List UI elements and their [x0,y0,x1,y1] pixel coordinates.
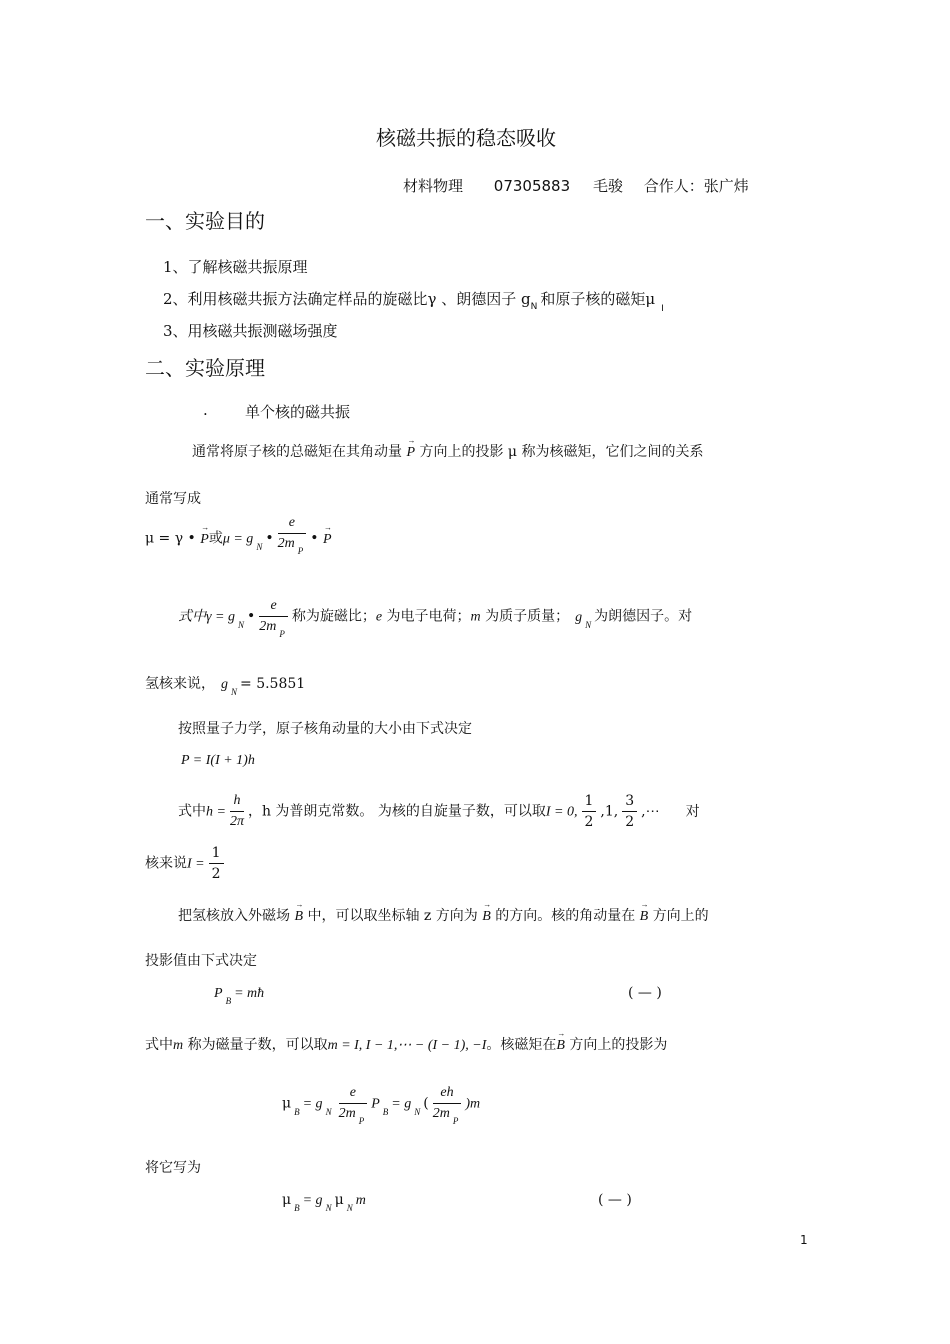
objective-item-2 [163,288,664,314]
p6-fraction: $\frac{1}{2}$ [209,845,224,882]
eq4-fraction-1: $\frac{e}{2m _P}$ [339,1085,368,1122]
eq1-or: 或 [208,530,223,547]
document-title: 核磁共振的稳态吸收 [376,126,556,150]
eq1-P: → P [200,532,209,548]
section1-heading: 一、实验目的 [145,209,265,233]
paragraph-2: 式中γ = g $_N$ • $\frac{e}{2m _P}$ 称为旋磁比；e 为电子电荷；m 为质子质量； g $_N$ 为朗德因子。对 [178,598,693,639]
objective-item-2-sub: N [530,302,538,312]
eq1-sub: N [256,541,263,552]
byline-major: 材料物理 [403,177,464,195]
eq1-mid: μ = g [222,531,254,547]
subheading-bullet: . [203,401,208,419]
p5-fraction-h: $\frac{h}{2\pi}$ [229,793,244,829]
byline-partner: 合作人：张广炜 [643,177,749,195]
p2-pre: 式中γ = g [178,609,235,625]
p1-c: 称为核磁矩，它们之间的关系 [521,444,704,460]
eq1-left: μ = γ • [145,530,201,547]
objective-item-2-text: 2、利用核磁共振方法确定样品的旋磁比γ 、朗德因子 g [163,290,531,308]
objective-item-2-tail: 和原子核的磁矩μ [540,290,656,308]
objective-item-3: 3、用核磁共振测磁场强度 [163,322,338,340]
equation-3: P $_B$ = mħ [214,986,265,1006]
p1-a: 通常将原子核的总磁矩在其角动量 [192,444,402,460]
paragraph-7: 把氢核放入外磁场 → B 中，可以取坐标轴 z 方向为 → B 的方向。核的角动量在 → B 方向上的 [178,905,709,925]
eq4-fraction-2: $\frac{eh}{2m _P}$ [433,1085,462,1122]
objective-item-1: 1、了解核磁共振原理 [163,258,308,276]
byline-student-id: 07305883 [493,177,571,195]
section2-heading: 二、实验原理 [145,356,265,380]
eq1-fraction: $\frac{e}{2m _P}$ [278,515,307,552]
p1-mu: μ [507,444,518,460]
p1-b: 方向上的投影 [419,444,504,460]
paragraph-9: 将它写为 [145,1160,201,1176]
equation-3-number: ( — ) [628,985,662,1001]
p1-P: → P [406,445,415,461]
equation-5: μ $_B$ = g $_N$ μ $_N$ m [282,1192,366,1213]
equation-2: P = I(I + 1)h [181,753,255,768]
objective-item-2-tail-sub: I [661,304,664,314]
paragraph-3: 氢核来说， g $_N$ = 5.5851 [145,676,306,697]
equation-4: μ $_B$ = g $_N$ $\frac{e}{2m _P}$ P $_B$ = g $_N$ ( $\frac{eh}{2m _P}$ )m [282,1085,481,1126]
byline [403,175,749,196]
paragraph-5: 式中h = $\frac{h}{2\pi}$ ，h 为普朗克常数。 为核的自旋量子数，可以取I = 0, $\frac{1}{2}$ ,1, $\frac{3}{2}$ ,⋯ 对 [178,793,700,830]
paragraph-1-cont: 通常写成 [145,491,201,507]
paragraph-8: 式中m 称为磁量子数，可以取m = I, I − 1,⋯ − (I − 1), −I。核磁矩在→ B 方向上的投影为 [145,1034,667,1054]
equation-5-number: ( — ) [598,1192,632,1208]
page-number: 1 [800,1233,808,1247]
equation-1 [145,515,332,556]
eq1-tail: • [310,530,323,547]
eq1-P2: → P [323,532,332,548]
paragraph-7-cont: 投影值由下式决定 [145,953,257,969]
p2-fraction: $\frac{e}{2m _P}$ [259,598,288,635]
paragraph-1 [192,441,703,461]
subheading: 单个核的磁共振 [245,403,351,421]
p5-fraction-three-half: $\frac{3}{2}$ [622,793,637,830]
eq1-dot: • [265,530,274,547]
byline-author: 毛骏 [592,177,623,195]
p5-fraction-half: $\frac{1}{2}$ [582,793,597,830]
paragraph-4: 按照量子力学，原子核角动量的大小由下式决定 [178,721,472,737]
paragraph-6: 核来说I = $\frac{1}{2}$ [145,845,228,882]
